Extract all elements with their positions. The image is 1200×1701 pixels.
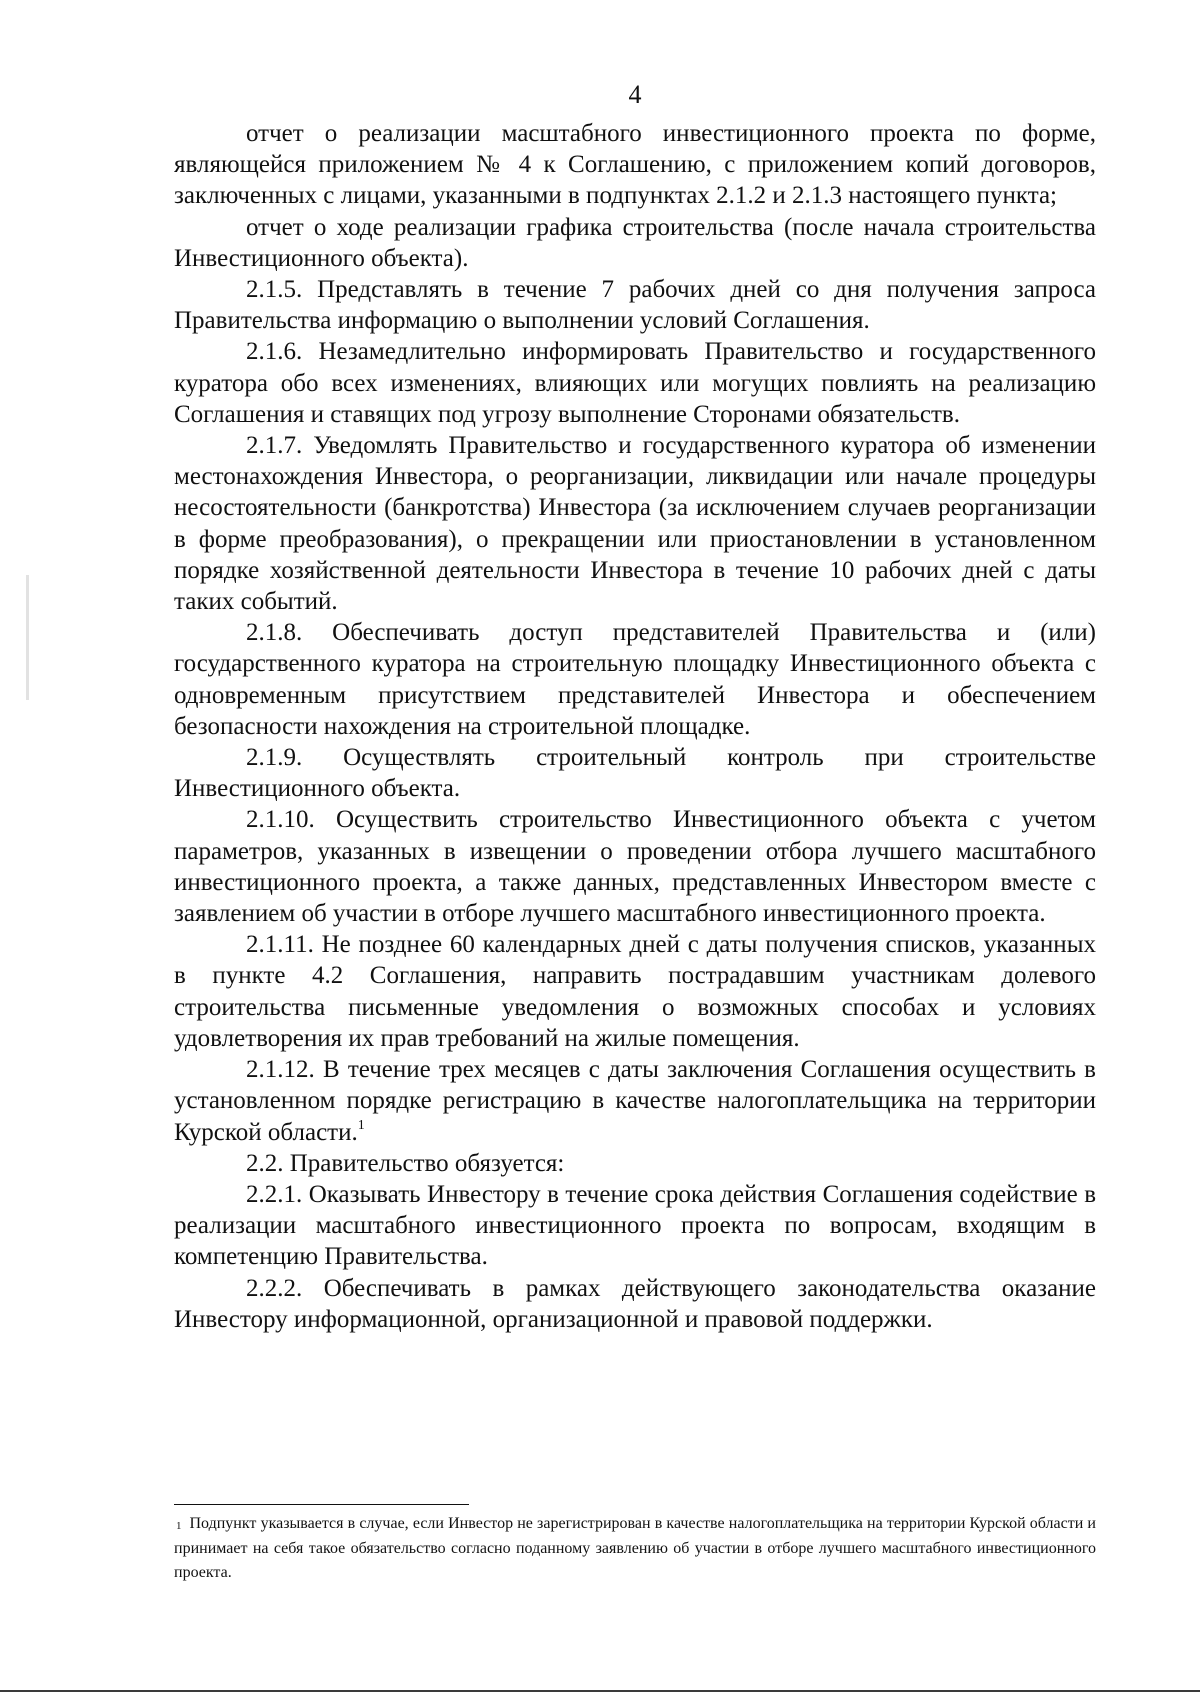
scan-edge-mark	[26, 575, 29, 700]
document-page	[174, 0, 1096, 1701]
paragraph-2-1-12-text: 2.1.12. В течение трех месяцев с даты заключения Соглашения осуществить в установленном порядке регистрацию в качестве налогоплательщика на территории Курской области.	[174, 1056, 1096, 1146]
paragraph-2-2-2: 2.2.2. Обеспечивать в рамках действующего законодательства оказание Инвестору информационной, организационной и правовой поддержки.	[174, 1274, 1096, 1333]
paragraph-2-1-11: 2.1.11. Не позднее 60 календарных дней с даты получения списков, указанных в пункте 4.2 Соглашения, направить пострадавшим участникам долевого строительства письменные уведомления о возможных способах и условиях удовлетворения их прав требований на жилые помещения.	[174, 931, 1096, 1052]
scan-bottom-edge	[0, 1690, 1200, 1692]
paragraph-2-1-5: 2.1.5. Представлять в течение 7 рабочих дней со дня получения запроса Правительства информацию о выполнении условий Соглашения.	[174, 276, 1096, 335]
paragraph-2-1-8: 2.1.8. Обеспечивать доступ представителей Правительства и (или) государственного куратора на строительную площадку Инвестиционного объекта с одновременным присутствием представителей Инвестора и обеспечением безопасности нахождения на строительной площадке.	[174, 619, 1096, 740]
footnote-mark: 1	[176, 1520, 182, 1532]
paragraph-2-1-12	[174, 1054, 1096, 1148]
paragraph-2-1-7: 2.1.7. Уведомлять Правительство и государственного куратора об изменении местонахождения Инвестора, о реорганизации, ликвидации или начале процедуры несостоятельности (банкротства) Инвестора (за исключением случаев реорганизации в форме преобразования), о прекращении или приостановлении в установленном порядке хозяйственной деятельности Инвестора в течение 10 рабочих дней с даты таких событий.	[174, 432, 1096, 616]
paragraph-report-form: отчет о реализации масштабного инвестиционного проекта по форме, являющейся приложением № 4 к Соглашению, с приложением копий договоров, заключенных с лицами, указанными в подпунктах 2.1.2 и 2.1.3 настоящего пункта;	[174, 120, 1096, 210]
paragraph-report-schedule: отчет о ходе реализации графика строительства (после начала строительства Инвестиционного объекта).	[174, 213, 1096, 272]
paragraph-2-1-10: 2.1.10. Осуществить строительство Инвестиционного объекта с учетом параметров, указанных в извещении о проведении отбора лучшего масштабного инвестиционного проекта, а также данных, представленных Инвестором вместе с заявлением об участии в отборе лучшего масштабного инвестиционного проекта.	[174, 806, 1096, 928]
paragraph-2-2: 2.2. Правительство обязуется:	[246, 1149, 565, 1177]
footnote-text: Подпункт указывается в случае, если Инвестор не зарегистрирован в качестве налогоплательщика на территории Курской области и принимает на себя такое обязательство согласно поданному заявлению об участии в отборе лучшего масштабного инвестиционного проекта.	[174, 1515, 1096, 1581]
paragraph-2-2-1: 2.2.1. Оказывать Инвестору в течение срока действия Соглашения содействие в реализации масштабного инвестиционного проекта по вопросам, входящим в компетенцию Правительства.	[174, 1180, 1096, 1271]
footnote-divider	[174, 1504, 469, 1505]
page-number: 4	[628, 80, 642, 109]
footnote-reference[interactable]: 1	[357, 1117, 365, 1133]
footnote	[174, 1512, 1096, 1586]
document-body	[174, 118, 1096, 1335]
paragraph-2-1-6: 2.1.6. Незамедлительно информировать Правительство и государственного куратора обо всех изменениях, влияющих или могущих повлиять на реализацию Соглашения и ставящих под угрозу выполнение Сторонами обязательств.	[174, 338, 1096, 428]
paragraph-2-1-9: 2.1.9. Осуществлять строительный контроль при строительстве Инвестиционного объекта.	[174, 744, 1096, 803]
